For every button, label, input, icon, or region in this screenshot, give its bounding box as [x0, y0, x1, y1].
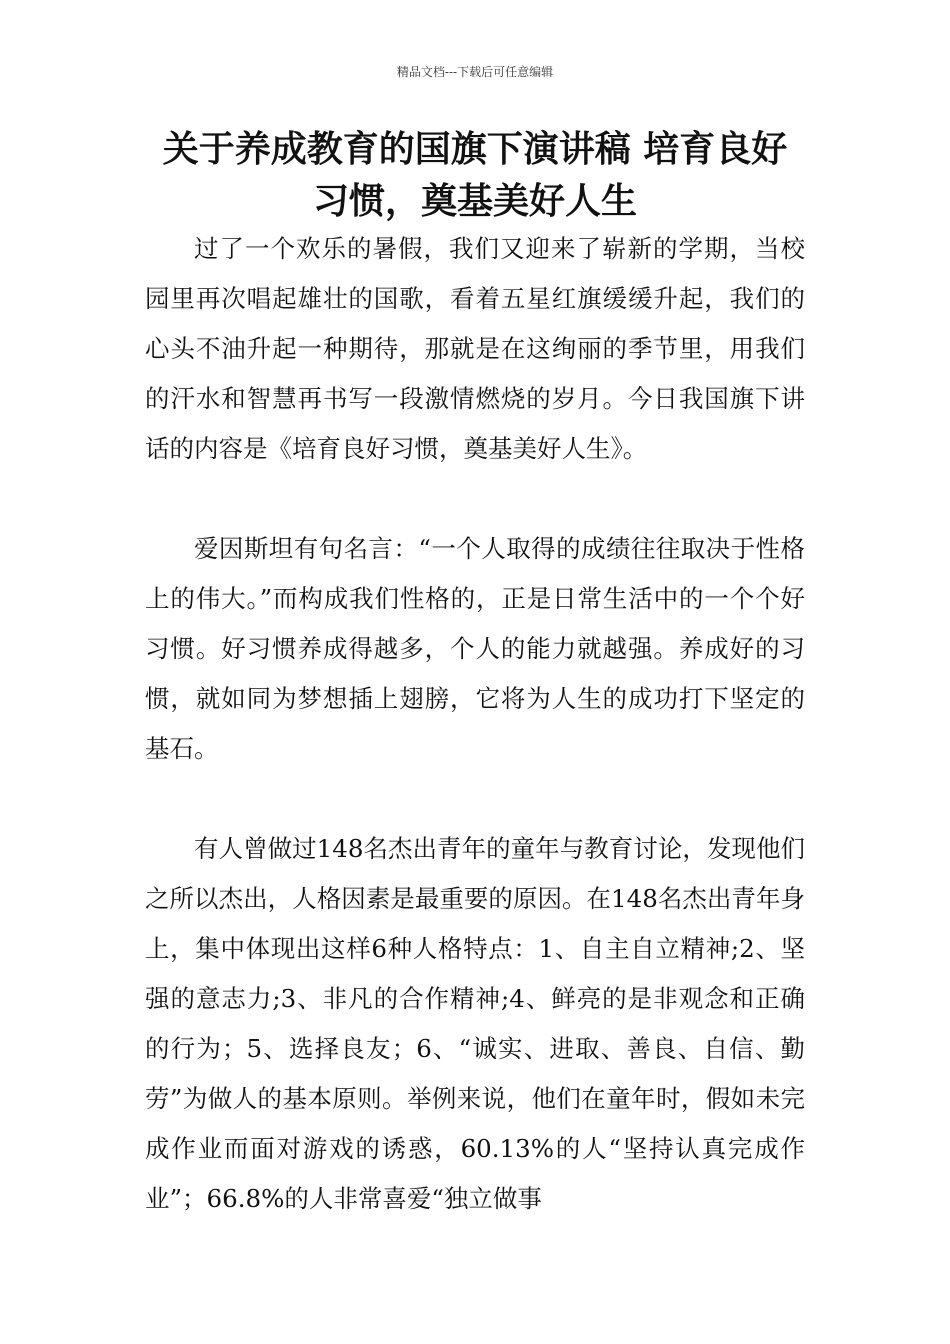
paragraph-3: 有人曾做过148名杰出青年的童年与教育讨论，发现他们之所以杰出，人格因素是最重要的原因。在148名杰出青年身上，集中体现出这样6种人格特点：1、自主自立精神;2、坚强的意志力;3、非凡的合作精神;4、鲜亮的是非观念和正确的行为；5、选择良友；6、“诚实、进取、善良、自信、勤劳”为做人的基本原则。举例来说，他们在童年时，假如未完成作业而面对游戏的诱惑，60.13%的人“坚持认真完成作业”；66.8%的人非常喜爱“独立做事 — [145, 834, 805, 1213]
document-title: 关于养成教育的国旗下演讲稿 培育良好习惯，奠基美好人生 — [162, 129, 788, 222]
paragraph-2: 爱因斯坦有句名言：“一个人取得的成绩往往取决于性格上的伟大。”而构成我们性格的，正是日常生活中的一个个好习惯。好习惯养成得越多，个人的能力就越强。养成好的习惯，就如同为梦想插上翅膀，它将为人生的成功打下坚定的基石。 — [145, 534, 805, 763]
paragraph-1: 过了一个欢乐的暑假，我们又迎来了崭新的学期，当校园里再次唱起雄壮的国歌，看着五星红旗缓缓升起，我们的心头不油升起一种期待，那就是在这绚丽的季节里，用我们的汗水和智慧再书写一段激情燃烧的岁月。今日我国旗下讲话的内容是《培育良好习惯，奠基美好人生》。 — [145, 234, 805, 463]
header-note: 精品文档---下载后可任意编辑 — [396, 65, 554, 79]
